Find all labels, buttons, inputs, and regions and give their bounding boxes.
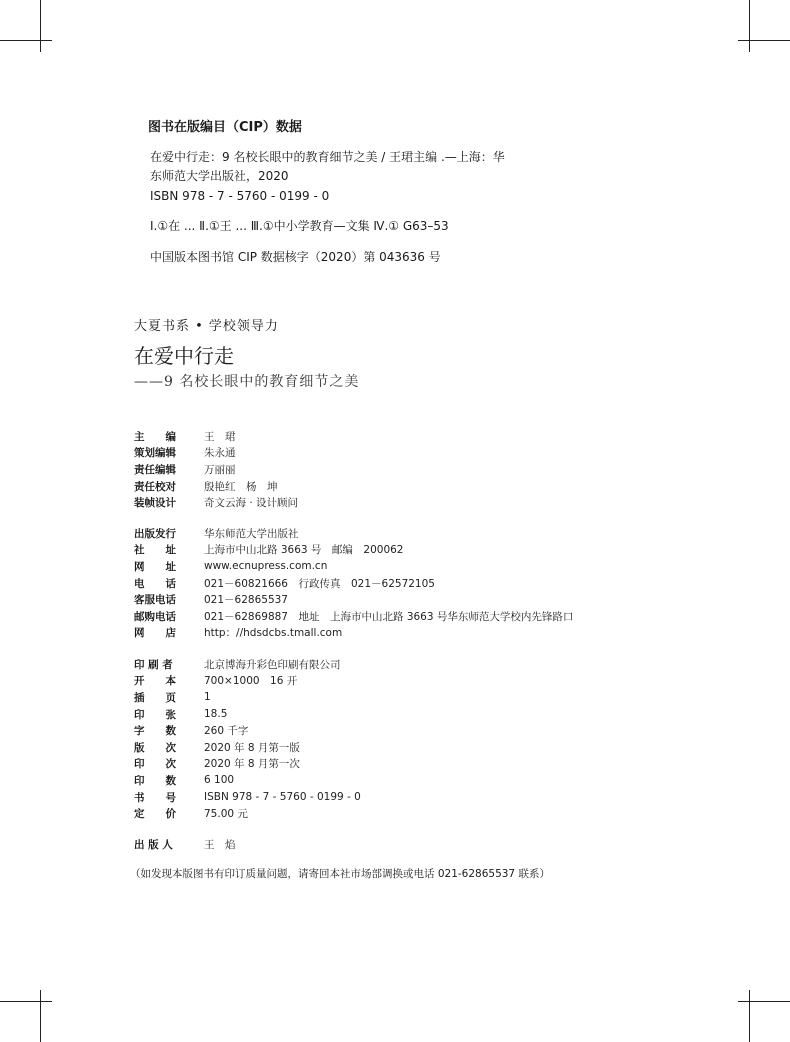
row-label: 版 次 — [134, 741, 176, 754]
printing-row — [134, 805, 361, 822]
printing-row — [134, 772, 361, 789]
publisher-row — [134, 525, 573, 542]
row-value: 王 焰 — [204, 838, 236, 851]
printing-row — [134, 789, 361, 806]
row-label: 邮购电话 — [134, 610, 176, 623]
row-value: 260 千字 — [204, 725, 249, 738]
row-label: 网 址 — [134, 560, 176, 573]
row-label: 定 价 — [134, 808, 176, 821]
publisher-row — [134, 575, 573, 592]
row-label: 网 店 — [134, 627, 176, 640]
editors-block — [134, 428, 298, 511]
publisher-row — [134, 608, 573, 625]
crop-mark — [0, 1001, 52, 1002]
row-label: 责任校对 — [134, 480, 176, 493]
crop-mark — [738, 40, 790, 41]
cip-line: 中国版本图书馆 CIP 数据核字（2020）第 043636 号 — [150, 250, 441, 264]
row-value: 奇文云海 · 设计顾问 — [204, 497, 299, 510]
printing-row — [134, 722, 361, 739]
row-label: 主 编 — [134, 430, 176, 443]
row-label: 书 号 — [134, 791, 176, 804]
row-value: 700×1000 16 开 — [204, 675, 298, 688]
row-label: 策划编辑 — [134, 447, 176, 460]
cip-line: Ⅰ.①在 ... Ⅱ.①王 ... Ⅲ.①中小学教育—文集 Ⅳ.① G63–53 — [150, 219, 449, 233]
row-value: 2020 年 8 月第一版 — [204, 741, 300, 754]
editor-row — [134, 461, 298, 478]
row-value: 021－62865537 — [204, 594, 288, 607]
row-value: 18.5 — [204, 708, 228, 721]
cip-heading: 图书在版编目（CIP）数据 — [148, 120, 302, 135]
crop-mark — [40, 990, 41, 1042]
book-subtitle: ——9 名校长眼中的教育细节之美 — [134, 374, 360, 390]
book-title: 在爱中行走 — [134, 344, 234, 368]
row-label: 装帧设计 — [134, 497, 176, 510]
printing-row — [134, 673, 361, 690]
publisher-row — [134, 542, 573, 559]
row-value: 上海市中山北路 3663 号 邮编 200062 — [204, 544, 404, 557]
row-value: 北京博海升彩色印刷有限公司 — [204, 658, 341, 671]
row-label: 插 页 — [134, 691, 176, 704]
row-value: 万丽丽 — [204, 463, 236, 476]
publisher-person-block — [134, 836, 236, 853]
editor-row — [134, 494, 298, 511]
row-value: 021－60821666 行政传真 021－62572105 — [204, 577, 435, 590]
row-label: 印 数 — [134, 774, 176, 787]
crop-mark — [738, 1001, 790, 1002]
publisher-row — [134, 625, 573, 642]
cip-line: 在爱中行走：9 名校长眼中的教育细节之美 / 王珺主编 .—上海：华 — [150, 150, 505, 164]
row-value: 021－62869887 地址 上海市中山北路 3663 号华东师范大学校内先锋路口 — [204, 610, 574, 623]
printing-row — [134, 756, 361, 773]
row-value: ISBN 978 - 7 - 5760 - 0199 - 0 — [204, 791, 361, 804]
publisher-row — [134, 591, 573, 608]
editor-row — [134, 445, 298, 462]
row-value: www.ecnupress.com.cn — [204, 560, 328, 573]
row-label: 出版发行 — [134, 527, 176, 540]
row-value: 殷艳红 杨 坤 — [204, 480, 278, 493]
editor-row — [134, 478, 298, 495]
cip-line: 东师范大学出版社，2020 — [150, 169, 289, 183]
publisher-row — [134, 558, 573, 575]
crop-mark — [40, 0, 41, 52]
row-label: 开 本 — [134, 675, 176, 688]
printing-block — [134, 656, 361, 822]
quality-note: （如发现本版图书有印订质量问题，请寄回本社市场部调换或电话 021-62865537 联系） — [130, 868, 550, 880]
row-value: 朱永通 — [204, 447, 236, 460]
publisher-person-row — [134, 836, 236, 853]
editor-row — [134, 428, 298, 445]
series-name: 大夏书系 • 学校领导力 — [134, 319, 279, 334]
row-label: 字 数 — [134, 725, 176, 738]
cip-line: ISBN 978 - 7 - 5760 - 0199 - 0 — [150, 189, 330, 203]
printing-row — [134, 706, 361, 723]
crop-mark — [749, 990, 750, 1042]
row-value: 75.00 元 — [204, 808, 248, 821]
printing-row — [134, 656, 361, 673]
row-label: 印 张 — [134, 708, 176, 721]
row-label: 印 刷 者 — [134, 658, 173, 671]
crop-mark — [0, 40, 52, 41]
row-label: 责任编辑 — [134, 463, 176, 476]
row-value: 2020 年 8 月第一次 — [204, 758, 300, 771]
row-value: 华东师范大学出版社 — [204, 527, 299, 540]
publisher-block — [134, 525, 573, 641]
row-label: 客服电话 — [134, 594, 176, 607]
row-label: 出 版 人 — [134, 838, 173, 851]
crop-mark — [749, 0, 750, 52]
row-label: 印 次 — [134, 758, 176, 771]
row-label: 电 话 — [134, 577, 176, 590]
printing-row — [134, 689, 361, 706]
row-value: 王 珺 — [204, 430, 236, 443]
row-value: 1 — [204, 691, 211, 704]
row-label: 社 址 — [134, 544, 176, 557]
row-value: 6 100 — [204, 774, 235, 787]
row-value: http：//hdsdcbs.tmall.com — [204, 627, 343, 640]
printing-row — [134, 739, 361, 756]
